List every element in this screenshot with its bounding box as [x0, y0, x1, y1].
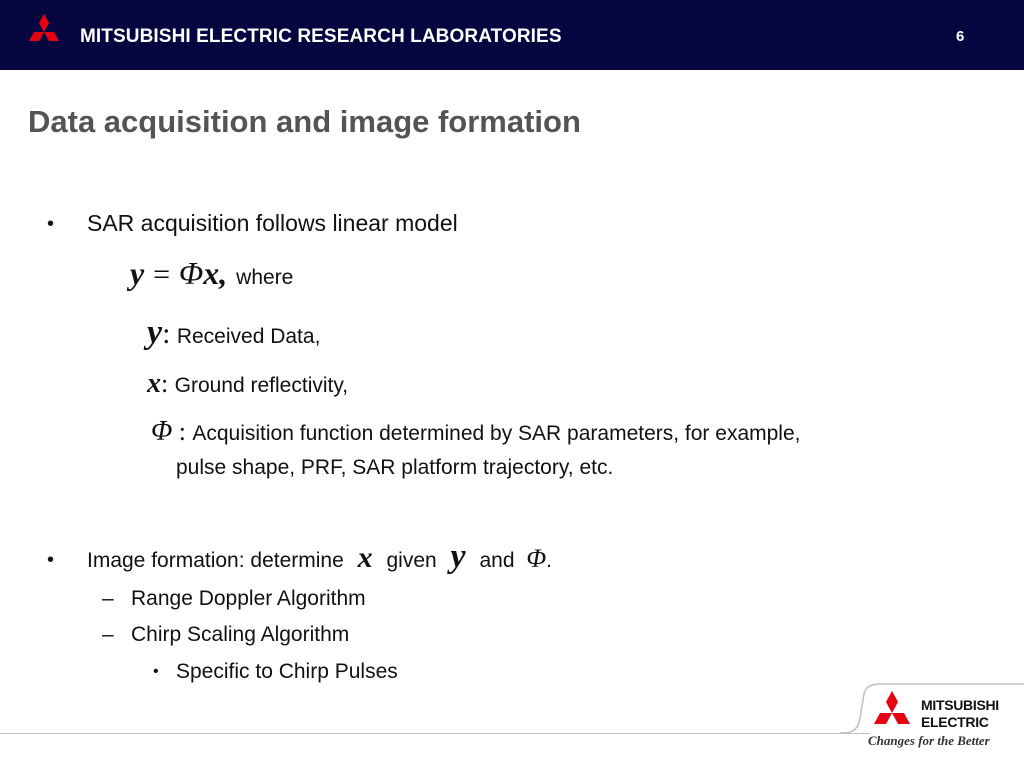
equation-suffix: where — [236, 266, 294, 289]
def-symbol: Φ — [151, 416, 173, 447]
header-title: MITSUBISHI ELECTRIC RESEARCH LABORATORIES — [80, 26, 562, 47]
definition-x — [147, 368, 348, 400]
and-text: and — [479, 549, 515, 572]
subsub-item: Specific to Chirp Pulses — [176, 660, 398, 683]
bullet-text — [87, 538, 552, 576]
sub-dash: – — [102, 623, 114, 646]
end-punct: . — [546, 549, 552, 572]
given-text: given — [386, 549, 437, 572]
equation-lhs: y — [130, 255, 145, 291]
mitsubishi-logo-icon — [868, 690, 916, 730]
def-colon: : — [178, 417, 186, 446]
equation-equals: = — [153, 258, 171, 291]
sub-item: Range Doppler Algorithm — [131, 587, 366, 610]
equation-phi: Φ — [178, 255, 204, 291]
bullet-dot: • — [47, 213, 55, 235]
header-bar — [0, 0, 1024, 70]
sub-item: Chirp Scaling Algorithm — [131, 623, 350, 646]
def-colon: : — [161, 369, 169, 398]
bullet-text: SAR acquisition follows linear model — [87, 210, 458, 236]
equation-rhs: x, — [203, 255, 228, 291]
slogan: Changes for the Better — [868, 733, 990, 748]
mitsubishi-logo-icon — [24, 12, 64, 46]
def-text: Ground reflectivity, — [174, 374, 349, 397]
slide-title: Data acquisition and image formation — [28, 104, 581, 139]
definition-phi — [151, 416, 800, 448]
symbol-y: y — [450, 538, 466, 575]
brand-line1: MITSUBISHI — [921, 697, 999, 713]
footer-divider — [0, 733, 870, 734]
symbol-x: x — [357, 541, 373, 574]
definition-y — [147, 314, 320, 352]
brand-line2: ELECTRIC — [921, 714, 989, 730]
def-text: Acquisition function determined by SAR parameters, for example, — [192, 422, 801, 445]
symbol-phi: Φ — [526, 544, 547, 573]
def-symbol: y — [147, 314, 163, 351]
equation — [130, 255, 293, 292]
bullet-prefix: Image formation: determine — [87, 549, 344, 572]
def-text-continued: pulse shape, PRF, SAR platform trajectory, etc. — [176, 456, 614, 479]
def-symbol: x — [147, 368, 161, 399]
subsub-dot: • — [153, 663, 159, 680]
def-colon: : — [162, 317, 171, 350]
page-number: 6 — [956, 28, 965, 45]
bullet-dot: • — [47, 549, 55, 571]
def-text: Received Data, — [176, 325, 321, 348]
sub-dash: – — [102, 587, 114, 610]
